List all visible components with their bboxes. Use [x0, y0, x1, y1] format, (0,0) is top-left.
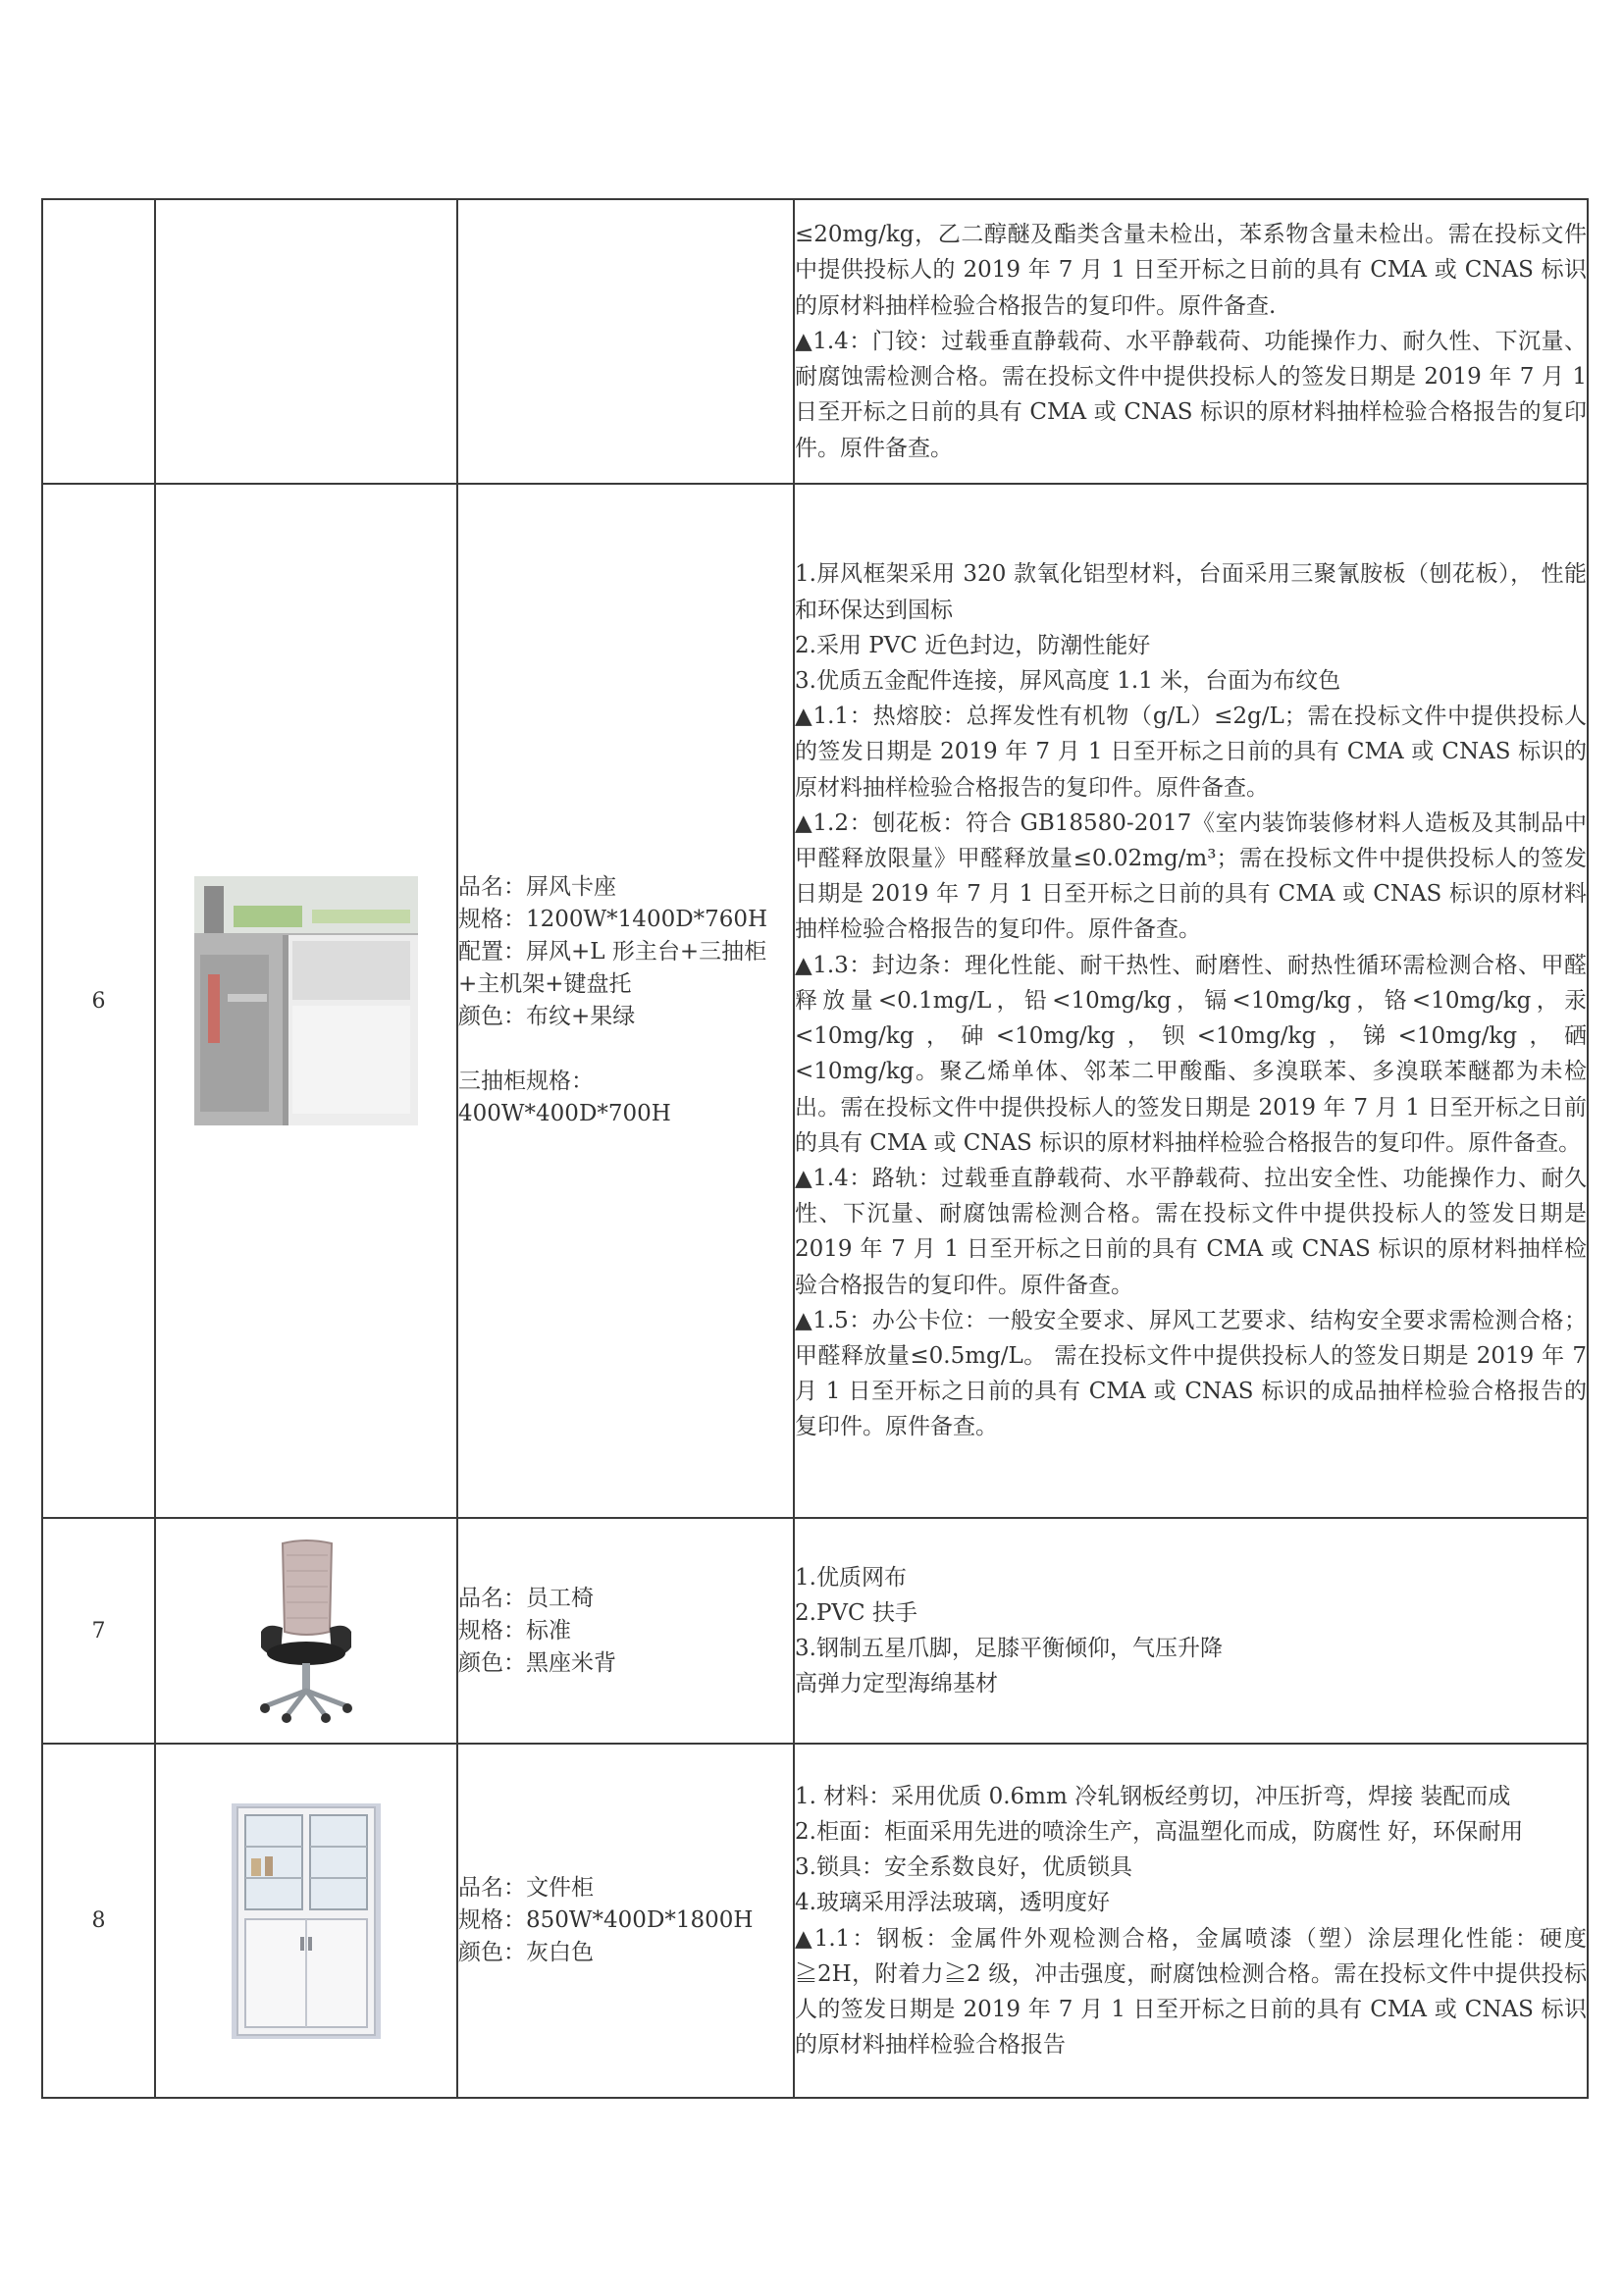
product-info-cell [457, 484, 794, 1518]
product-color: 颜色：布纹+果绿 [458, 1004, 636, 1029]
desc-line: ▲1.2：刨花板：符合 GB18580-2017《室内装饰装修材料人造板及其制品中甲醛释放限量》甲醛释放量≤0.02mg/m³；需在投标文件中提供投标人的签发日期是 2019 年 7 月 1 日至开标之日前的具有 CMA 或 CNAS 标识的原材料抽样检验合格报告的复印件。原件备查。 [795, 809, 1587, 943]
table-row [42, 199, 1588, 484]
desc-line: ▲1.1：钢板：金属件外观检测合格，金属喷漆（塑）涂层理化性能：硬度≧2H，附着力≧2 级，冲击强度，耐腐蚀检测合格。需在投标文件中提供投标人的签发日期是 2019 年 7 月 1 日至开标之日前的具有 CMA 或 CNAS 标识的原材料抽样检验合格报告 [795, 1925, 1587, 2059]
product-description [794, 1518, 1588, 1744]
product-description [794, 199, 1588, 484]
workstation-photo [194, 876, 418, 1125]
product-description [794, 1744, 1588, 2098]
product-spec: 规格：850W*400D*1800H [458, 1907, 754, 1933]
desc-line: ≤20mg/kg，乙二醇醚及酯类含量未检出，苯系物含量未检出。需在投标文件中提供投标人的 2019 年 7 月 1 日至开标之日前的具有 CMA 或 CNAS 标识的原材料抽样检验合格报告的复印件。原件备查. [795, 222, 1587, 319]
product-description [794, 484, 1588, 1518]
drawer-spec-label: 三抽柜规格： [458, 1069, 594, 1094]
product-image-cell [155, 484, 457, 1518]
product-info-cell [457, 1518, 794, 1744]
product-image-cell [155, 199, 457, 484]
desc-line: 高弹力定型海绵基材 [795, 1671, 998, 1697]
desc-line: ▲1.5：办公卡位：一般安全要求、屏风工艺要求、结构安全要求需检测合格；甲醛释放量≤0.5mg/L。 需在投标文件中提供投标人的签发日期是 2019 年 7 月 1 日至开标之日前的具有 CMA 或 CNAS 标识的成品抽样检验合格报告的复印件。原件备查。 [795, 1307, 1587, 1440]
desc-line: ▲1.1：热熔胶：总挥发性有机物（g/L）≤2g/L；需在投标文件中提供投标人的签发日期是 2019 年 7 月 1 日至开标之日前的具有 CMA 或 CNAS 标识的原材料抽样检验合格报告的复印件。原件备查。 [795, 704, 1587, 801]
desc-line: ▲1.4：路轨：过载垂直静载荷、水平静载荷、拉出安全性、功能操作力、耐久性、下沉量、耐腐蚀需检测合格。需在投标文件中提供投标人的签发日期是 2019 年 7 月 1 日至开标之日前的具有 CMA 或 CNAS 标识的原材料抽样检验合格报告的复印件。原件备查。 [795, 1165, 1587, 1298]
row-number [42, 199, 155, 484]
desc-line: 2.采用 PVC 近色封边，防潮性能好 [795, 632, 1151, 658]
desc-line: 1.优质网布 [795, 1564, 907, 1591]
product-info-cell [457, 199, 794, 484]
row-number: 8 [42, 1744, 155, 2098]
file-cabinet-photo [232, 1803, 381, 2039]
desc-line: 3.锁具：安全系数良好，优质锁具 [795, 1854, 1132, 1881]
desc-line: ▲1.4：门铰：过载垂直静载荷、水平静载荷、功能操作力、耐久性、下沉量、耐腐蚀需检测合格。需在投标文件中提供投标人的签发日期是 2019 年 7 月 1 日至开标之日前的具有 CMA 或 CNAS 标识的原材料抽样检验合格报告的复印件。原件备查。 [795, 328, 1587, 461]
desc-line: 3.优质五金配件连接，屏风高度 1.1 米，台面为布纹色 [795, 668, 1341, 695]
desc-line: 2.PVC 扶手 [795, 1599, 917, 1626]
product-color: 颜色：黑座米背 [458, 1649, 616, 1676]
product-image-cell [155, 1744, 457, 2098]
table-row [42, 484, 1588, 1518]
office-chair-photo [247, 1538, 365, 1724]
product-spec-table [41, 198, 1589, 2099]
desc-line: 3.钢制五星爪脚，足膝平衡倾仰，气压升降 [795, 1636, 1223, 1661]
drawer-spec: 400W*400D*700H [458, 1101, 671, 1126]
product-info-cell [457, 1744, 794, 2098]
product-spec: 规格：标准 [458, 1617, 571, 1644]
product-color: 颜色：灰白色 [458, 1940, 594, 1965]
product-name: 品名：屏风卡座 [458, 874, 616, 900]
table-row [42, 1744, 1588, 2098]
product-name: 品名：文件柜 [458, 1875, 594, 1901]
product-name: 品名：员工椅 [458, 1585, 594, 1611]
desc-line: 2.柜面：柜面采用先进的喷涂生产，高温塑化而成，防腐性 好，环保耐用 [795, 1818, 1524, 1845]
product-config: 配置：屏风+L 形主台+三抽柜+主机架+键盘托 [458, 939, 767, 997]
row-number: 7 [42, 1518, 155, 1744]
table-row [42, 1518, 1588, 1744]
row-number: 6 [42, 484, 155, 1518]
product-spec: 规格：1200W*1400D*760H [458, 907, 768, 932]
desc-line: 1.屏风框架采用 320 款氧化铝型材料，台面采用三聚氰胺板（刨花板）， 性能和环保达到国标 [795, 561, 1587, 623]
desc-line: 1. 材料：采用优质 0.6mm 冷轧钢板经剪切，冲压折弯，焊接 装配而成 [795, 1783, 1511, 1809]
product-image-cell [155, 1518, 457, 1744]
desc-line: ▲1.3：封边条：理化性能、耐干热性、耐磨性、耐热性循环需检测合格、甲醛释放量<0.1mg/L，铅<10mg/kg，镉<10mg/kg，铬<10mg/kg，汞<10mg/kg，砷<10mg/kg，钡<10mg/kg，锑<10mg/kg，硒<10mg/kg。聚乙烯单体、邻苯二甲酸酯、多溴联苯、多溴联苯醚都为未检出。需在投标文件中提供投标人的签发日期是 2019 年 7 月 1 日至开标之日前的具有 CMA 或 CNAS 标识的原材料抽样检验合格报告的复印件。原件备查。 [795, 952, 1587, 1156]
desc-line: 4.玻璃采用浮法玻璃，透明度好 [795, 1890, 1110, 1916]
